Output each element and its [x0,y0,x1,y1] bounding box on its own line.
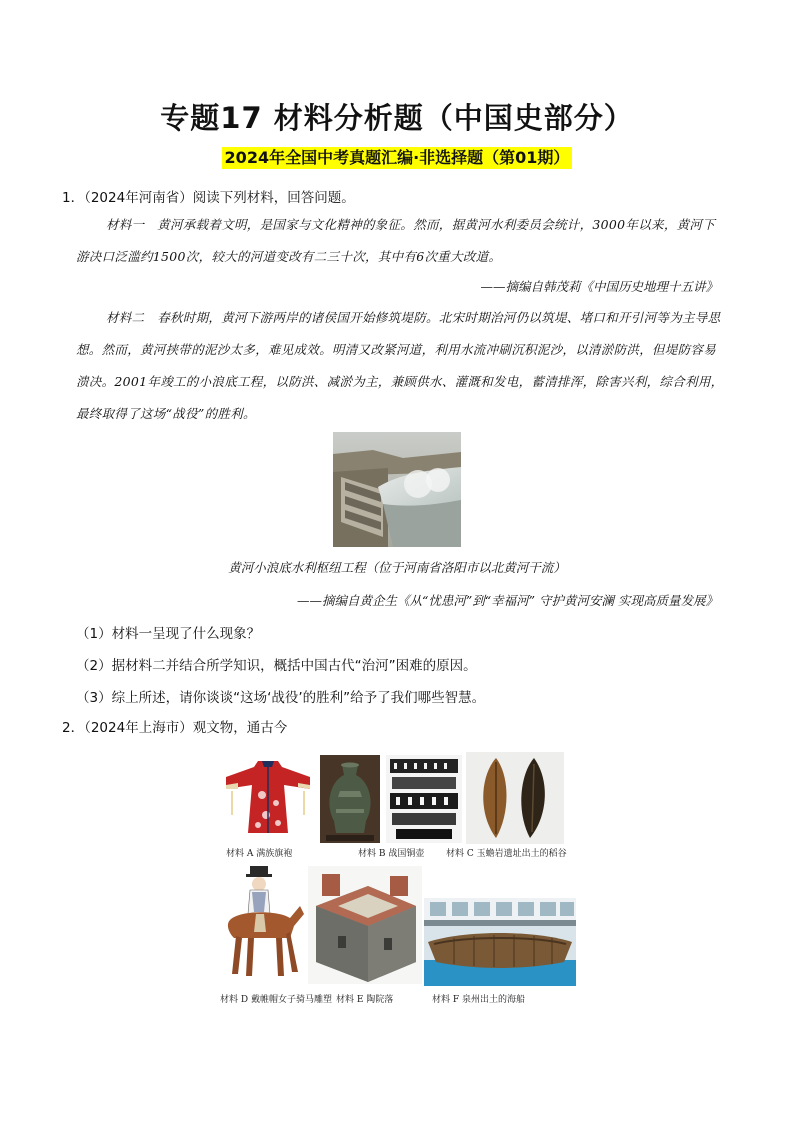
q1-material1-source: ——摘编自韩茂莉《中国历史地理十五讲》 [480,279,718,294]
q1-material2-source: ——摘编自黄企生《从“忧患河”到“幸福河” 守护黄河安澜 实现高质量发展》 [296,593,718,608]
page-title: 专题17 材料分析题（中国史部分） [160,101,634,135]
pottery-courtyard-image [308,866,422,984]
label-a: 材料 A 满族旗袍 [226,849,293,859]
q1-material1: 材料一 黄河承载着文明，是国家与文化精神的象征。然而，据黄河水利委员会统计，3000年以来，黄河下游决口泛滥约1500次，较大的河道变改有二三十次，其中有6次重大改道。 [76,217,716,264]
label-c: 材料 C 玉蟾岩遗址出土的稻谷 [446,849,567,859]
manchu-robe-image [222,755,314,837]
horse-rider-sculpture [220,862,306,986]
label-b: 材料 B 战国铜壶 [358,849,425,859]
q1-image-caption: 黄河小浪底水利枢纽工程（位于河南省洛阳市以北黄河干流） [228,560,566,575]
bronze-pattern-rubbing [386,755,462,843]
label-f: 材料 F 泉州出土的海船 [432,995,525,1005]
q1-material2: 材料二 春秋时期，黄河下游两岸的诸侯国开始修筑堤防。北宋时期治河仍以筑堤、堵口和开引河等为主导思想。然而，黄河挟带的泥沙太多，难见成效。明清又改紧河道，利用水流冲刷沉积泥沙，以清淤防洪，但堤防容易溃决。2001年竣工的小浪底工程，以防洪、减淤为主，兼顾供水、灌溉和发电，蓄清排浑，除害兴利，综合利用，最终取得了这场“战役”的胜利。 [76,310,724,421]
q1-stem: 1．（2024年河南省）阅读下列材料，回答问题。 [62,190,355,206]
q2-stem: 2．（2024年上海市）观文物，通古今 [62,720,288,736]
label-d: 材料 D 戴帷帽女子骑马雕塑 [220,995,332,1005]
label-e: 材料 E 陶院落 [336,995,394,1005]
rice-grain-image [466,752,564,844]
q1-sub1: （1）材料一呈现了什么现象？ [76,626,261,642]
quanzhou-ship-image [424,898,576,986]
subtitle-wrap [0,147,794,169]
q1-sub3: （3）综上所述，请你谈谈“这场‘战役’的胜利”给予了我们哪些智慧。 [76,690,486,706]
q1-sub2: （2）据材料二并结合所学知识，概括中国古代“治河”困难的原因。 [76,658,477,674]
xiaolangdi-dam-photo [333,432,461,547]
page-subtitle: 2024年全国中考真题汇编·非选择题（第01期） [222,147,573,169]
bronze-pot-image [320,755,380,843]
